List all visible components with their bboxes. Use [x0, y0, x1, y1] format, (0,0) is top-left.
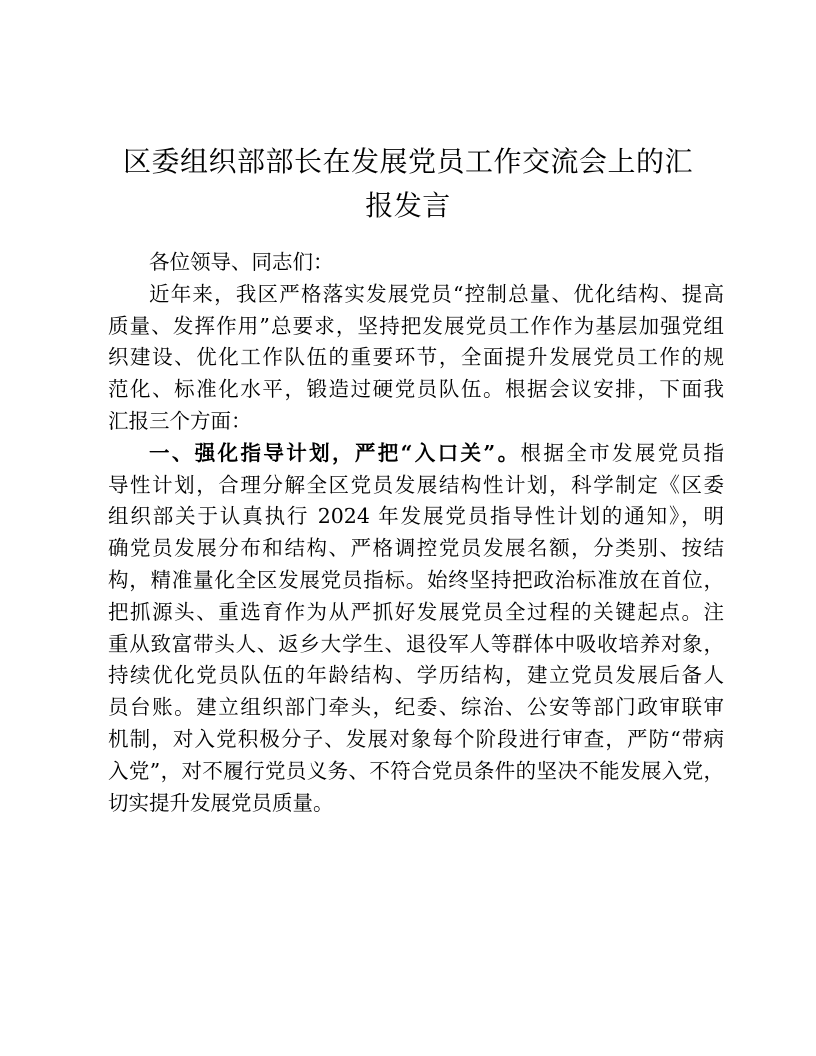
section1-line-2: 导性计划，合理分解全区党员发展结构性计划，科学制定《区委 — [108, 472, 724, 497]
section1-line-3: 组织部关于认真执行 2024 年发展党员指导性计划的通知》，明 — [108, 504, 724, 529]
section1-line-4: 确党员发展分布和结构、严格调控党员发展名额，分类别、按结 — [108, 536, 724, 561]
title-line-1: 区委组织部部长在发展党员工作交流会上的汇 — [122, 145, 693, 178]
intro-line-4: 范化、标准化水平，锻造过硬党员队伍。根据会议安排，下面我 — [108, 377, 724, 402]
section1-line-8: 持续优化党员队伍的年龄结构、学历结构，建立党员发展后备人 — [108, 663, 724, 688]
intro-line-2: 质量、发挥作用”总要求，坚持把发展党员工作作为基层加强党组 — [108, 313, 724, 338]
document-title — [96, 140, 720, 228]
document-body — [108, 247, 724, 819]
title-line-2: 报发言 — [365, 189, 451, 222]
intro-line-1: 近年来，我区严格落实发展党员“控制总量、优化结构、提高 — [149, 281, 724, 306]
section1-line-5: 构，精准量化全区发展党员指标。始终坚持把政治标准放在首位， — [108, 567, 724, 592]
intro-line-3: 织建设、优化工作队伍的重要环节，全面提升发展党员工作的规 — [108, 345, 724, 370]
section1-line-10: 机制，对入党积极分子、发展对象每个阶段进行审查，严防“带病 — [108, 726, 724, 751]
section1-heading: 一、强化指导计划，严把“入口关”。 — [149, 440, 521, 465]
section1-first-line — [108, 438, 724, 470]
section1-line-12: 切实提升发展党员质量。 — [108, 790, 334, 815]
section1-first-line-rest: 根据全市发展党员指 — [520, 440, 724, 465]
intro-line-5: 汇报三个方面： — [108, 408, 252, 433]
section1-line-7: 重从致富带头人、返乡大学生、退役军人等群体中吸收培养对象， — [108, 631, 724, 656]
section1-line-9: 员台账。建立组织部门牵头，纪委、综治、公安等部门政审联审 — [108, 695, 724, 720]
section1-line-6: 把抓源头、重选育作为从严抓好发展党员全过程的关键起点。注 — [108, 599, 724, 624]
section1-line-11: 入党”，对不履行党员义务、不符合党员条件的坚决不能发展入党， — [108, 758, 724, 783]
salutation: 各位领导、同志们： — [149, 250, 334, 274]
